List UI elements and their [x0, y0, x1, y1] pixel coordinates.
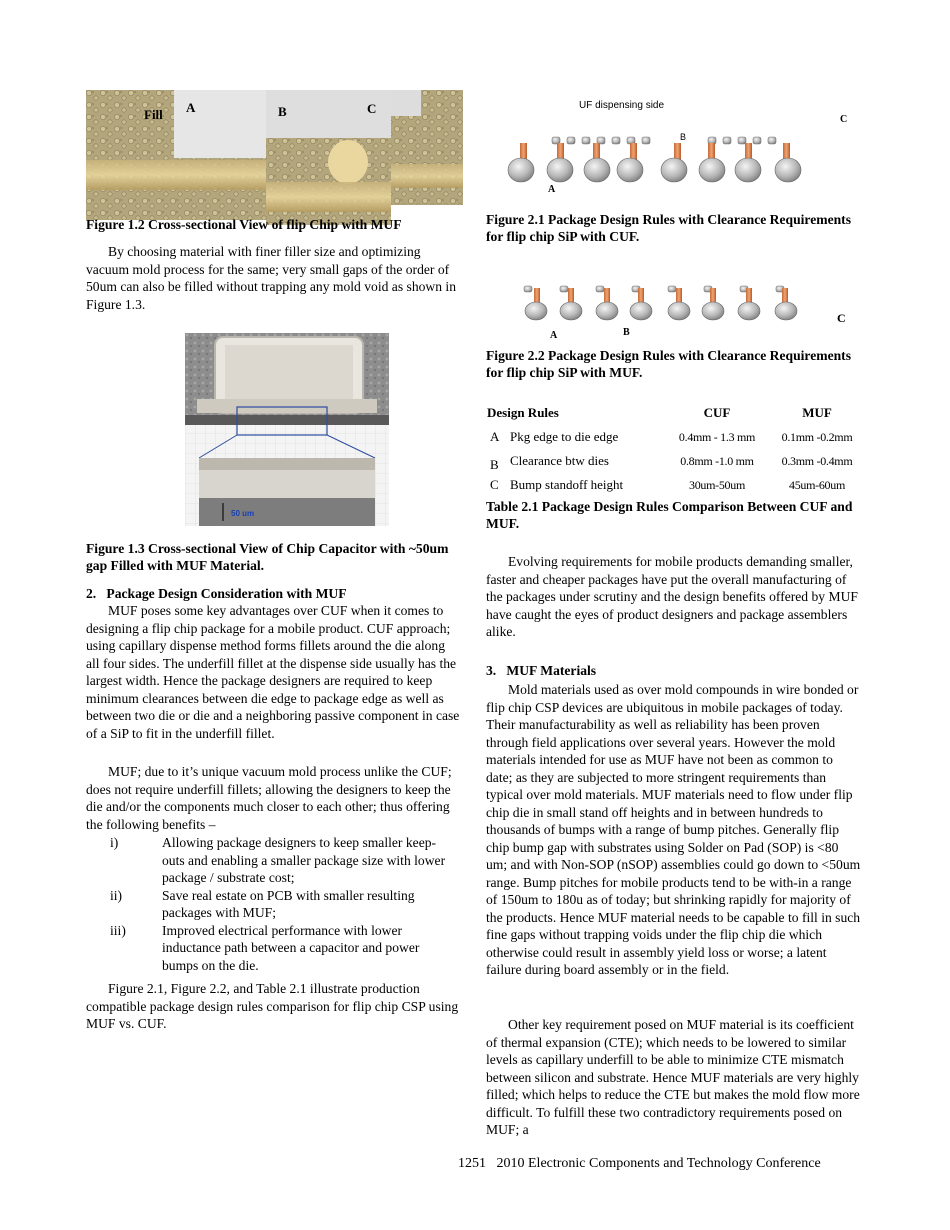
list-item: [86, 834, 456, 887]
fig22-label-c: C: [837, 311, 846, 325]
fig12-label-b: B: [278, 104, 287, 119]
table-header-muf: MUF: [802, 405, 832, 420]
section-2-paragraph-3: Figure 2.1, Figure 2.2, and Table 2.1 illustrate production compatible package design rules comparison for flip chip CSP using MUF vs. CUF.: [86, 981, 459, 1031]
table-cell-rule: Pkg edge to die edge: [510, 429, 619, 444]
table-row: [487, 473, 867, 497]
list-item-text: Allowing package designers to keep smaller keep-outs and enabling a smaller package size with lower package / substrate cost;: [162, 835, 446, 885]
figure-2-1: [500, 98, 860, 203]
benefits-list: [86, 834, 456, 974]
table-cell-rule: Clearance btw dies: [510, 453, 609, 468]
table-cell-muf: 45um-60um: [789, 477, 845, 492]
fig21-label-c: C: [840, 114, 848, 125]
section-2-heading: 2. Package Design Consideration with MUF: [86, 586, 347, 601]
fig13-scale-label: 50 um: [231, 509, 255, 518]
table-cell-key: B: [490, 457, 499, 472]
fig22-label-a: A: [550, 330, 558, 341]
table-row: [487, 449, 867, 473]
figure-2-2: [510, 280, 860, 344]
list-item-text: Save real estate on PCB with smaller resulting packages with MUF;: [162, 887, 415, 920]
table-cell-rule: Bump standoff height: [510, 477, 624, 492]
section-2-paragraph-1: MUF poses some key advantages over CUF when it comes to designing a flip chip package for a mobile product. CUF approach; using capillary dispense method forms fillets around the die along all four sides. The underfill fillet at the dispense side usually has the largest width. Hence the package designers are required to keep minimum clearances between die edge to package edge as well as between two die or die and a neighboring passive component in case of a SiP to fit in the underfill fillet.: [86, 603, 460, 741]
table-cell-key: A: [490, 429, 500, 444]
figure-2-2-diagram: [510, 280, 810, 324]
fig21-label-a: A: [548, 184, 556, 195]
table-cell-cuf: 0.4mm - 1.3 mm: [678, 429, 756, 444]
table-header-cuf: CUF: [703, 405, 731, 420]
section-3-paragraph-1: Mold materials used as over mold compounds in wire bonded or flip chip CSP devices are ubiquitous in mobile packages of today. Their manufacturability as well as reliability has been proven through field applications over several years. However the mold materials intended for use as MUF have not been as common to date; as they are subjected to more stringent requirements than typical over mold materials. MUF materials need to flow under flip chip die in small stand off heights and in between hundreds to thousands of bumps with a range of bump pitches. Generally flip chip bump gap with substrates using Solder on Pad (SOP) is <80 um; and with Non-SOP (nSOP) assemblies could go down to <50um range. Bump pitches for mobile products tend to be with-in a range of 150um to 180u as of today; but shrinking rapidly for majority of the products. Hence MUF material needs to be capable to fill in such fine gaps without trapping voids under the flip chip die which otherwise could result in assembly yield loss or worse; a latent failure during board assembly or in the field.: [486, 682, 861, 977]
figure-1-2-caption: Figure 1.2 Cross-sectional View of flip Chip with MUF: [86, 217, 402, 232]
list-item: [86, 887, 456, 922]
table-header-row: [487, 401, 867, 425]
figure-2-2-caption: Figure 2.2 Package Design Rules with Clearance Requirements for flip chip SiP with MUF.: [486, 348, 851, 380]
design-rules-table: [487, 401, 867, 497]
figure-1-3-caption: Figure 1.3 Cross-sectional View of Chip Capacitor with ~50um gap Filled with MUF Material.: [86, 541, 449, 573]
fig22-label-b: B: [623, 327, 630, 338]
table-cell-cuf: 0.8mm -1.0 mm: [680, 453, 754, 468]
list-item-number: iii): [110, 922, 126, 938]
fig12-label-c: C: [367, 101, 377, 116]
list-item-number: ii): [110, 887, 123, 903]
section-3-heading: 3. MUF Materials: [486, 663, 597, 678]
table-cell-cuf: 30um-50um: [689, 477, 745, 492]
list-item-text: Improved electrical performance with lower inductance path between a capacitor and power bumps on the die.: [162, 922, 420, 973]
figure-1-3: [185, 333, 389, 526]
fig21-title: UF dispensing side: [579, 100, 665, 111]
section-2-paragraph-2: MUF; due to it’s unique vacuum mold process unlike the CUF; does not require underfill fillets; allowing the designers to keep the die and/or the components much closer to each other; thus offering the following benefits –: [86, 764, 452, 832]
fig12-label-a: A: [186, 100, 196, 115]
figure-1-2-micrograph: [86, 90, 463, 225]
list-item: [86, 922, 456, 975]
figure-2-1-caption: Figure 2.1 Package Design Rules with Clearance Requirements for flip chip SiP with CUF.: [486, 212, 851, 244]
table-header-design-rules: Design Rules: [487, 405, 559, 420]
list-item-number: i): [110, 835, 119, 850]
page-footer: 1251 2010 Electronic Components and Technology Conference: [458, 1156, 821, 1171]
fig12-label-fill: Fill: [144, 107, 163, 122]
table-cell-key: C: [490, 477, 499, 492]
left-paragraph-1: By choosing material with finer filler size and optimizing vacuum mold process for the same; very small gaps of the order of 50um can also be filled without trapping any mold void as shown in Figure 1.3.: [86, 244, 456, 312]
figure-1-2: [86, 90, 463, 225]
fig21-label-b: B: [680, 132, 687, 142]
table-cell-muf: 0.1mm -0.2mm: [781, 429, 853, 444]
section-3-paragraph-2: Other key requirement posed on MUF material is its coefficient of thermal expansion (CTE); which needs to be lowered to similar levels as capillary underfill to be able to minimize CTE mismatch between silicon and substrate. Hence MUF materials are very highly filled; which helps to reduce the CTE but makes the mold flow more difficult. To fulfill these two contradictory requirements posed on MUF; a: [486, 1017, 860, 1137]
table-row: [487, 425, 867, 449]
table-cell-muf: 0.3mm -0.4mm: [781, 453, 853, 468]
figure-1-3-micrograph: [185, 333, 389, 526]
right-paragraph-1: Evolving requirements for mobile products demanding smaller, faster and cheaper packages have put the overall manufacturing of the packages under scrutiny and the design benefits offered by MUF have caught the eyes of product designers and package assemblers alike.: [486, 554, 858, 639]
table-2-1-caption: Table 2.1 Package Design Rules Comparison Between CUF and MUF.: [486, 499, 853, 531]
